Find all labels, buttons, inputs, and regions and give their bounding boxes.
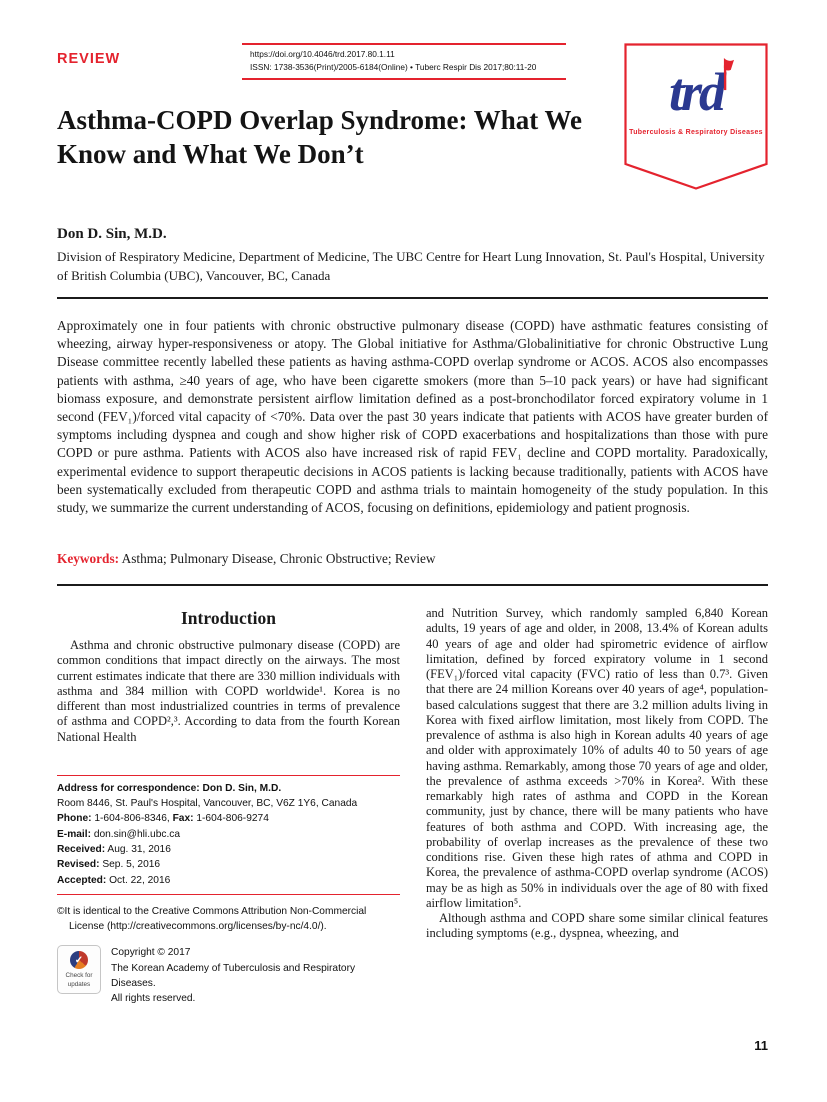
doi-issn-box — [242, 43, 566, 80]
logo-content — [624, 43, 768, 136]
fax-value: 1-604-806-9274 — [196, 813, 269, 825]
accepted-date: Oct. 22, 2016 — [109, 874, 171, 886]
abstract-text: Approximately one in four patients with chronic obstructive pulmonary disease (COPD) have asthmatic features consisting of wheezing, airway hyper-responsiveness or atopy. The Global initiative for Asthma/Globalinitiative for chronic Obstructive Lung Disease committee recently labelled these patients as having asthma-COPD overlap syndrome or ACOS. ACOS also encompasses patients with asthma, ≥40 years of age, who have been cigarette smokers (more than 5–10 pack years) or have had significant biomass exposure, and demonstrate persistent airflow limitation defined as a post-bronchodilator forced expiratory volume in 1 second (FEV₁)/forced vital capacity of <70%. Data over the past 30 years indicate that patients with ACOS have greater burden of symptoms including dyspnea and cough and show higher risk of COPD exacerbations and hospitalizations than those with pure COPD or pure asthma. Patients with ACOS also have increased risk of rapid FEV₁ decline and COPD mortality. Paradoxically, experimental evidence to support therapeutic decisions in ACOS patients is lacking because traditionally, patients with ACOS have been systematically excluded from therapeutic COPD and asthma trials to maintain homogeneity of the study population. In this study, we summarize the current understanding of ACOS, focusing on definitions, epidemiology and patient prognosis. — [57, 318, 768, 516]
crossmark-icon: ✓ — [70, 951, 88, 969]
divider-bottom — [57, 584, 768, 586]
phone-value: 1-604-806-8346, — [94, 813, 170, 825]
revised-line — [57, 857, 400, 872]
copyright-year: Copyright © 2017 — [111, 947, 191, 959]
address-line-2: Room 8446, St. Paul's Hospital, Vancouver, BC, V6Z 1Y6, Canada — [57, 798, 358, 810]
section-heading-introduction: Introduction — [181, 608, 276, 628]
fax-label: Fax: — [172, 813, 194, 825]
received-label: Received: — [57, 843, 106, 855]
email-line — [57, 827, 400, 842]
correspondence-block — [57, 775, 400, 1007]
received-date: Aug. 31, 2016 — [107, 843, 171, 855]
logo-subtitle: Tuberculosis & Respiratory Diseases — [629, 129, 763, 136]
address-line-1 — [57, 781, 400, 796]
divider-top — [57, 297, 768, 299]
doi-link[interactable]: https://doi.org/10.4046/trd.2017.80.1.11 — [250, 49, 395, 59]
phone-label: Phone: — [57, 813, 92, 825]
correspondence-details — [57, 775, 400, 895]
logo-flag-icon — [721, 58, 736, 91]
phone-fax-line — [57, 811, 400, 826]
author-name: Don D. Sin, M.D. — [57, 226, 167, 242]
accepted-label: Accepted: — [57, 874, 107, 886]
revised-date: Sep. 5, 2016 — [102, 859, 161, 871]
license-note: ©It is identical to the Creative Commons Attribution Non-Commercial License (http://creativecommons.org/licenses/by-nc/4.0/). — [57, 905, 367, 933]
accepted-line — [57, 873, 400, 888]
page-number: 11 — [754, 1038, 768, 1053]
byline — [57, 226, 769, 286]
keywords-line — [57, 551, 768, 567]
article-title: Asthma-COPD Overlap Syndrome: What We Know and What We Don’t — [57, 105, 583, 169]
intro-paragraph: Asthma and chronic obstructive pulmonary disease (COPD) are common conditions that impact directly on the airways. The most current estimates indicate that there are 330 million individuals with asthma and 384 million with COPD worldwide¹. Korea is no different than most industrialized countries in terms of prevalence of asthma and COPD²,³. According to data from the fourth Korean National Health — [57, 638, 400, 744]
copyright-text — [111, 945, 400, 1006]
keywords-list: Asthma; Pulmonary Disease, Chronic Obstructive; Review — [121, 551, 436, 566]
address-label: Address for correspondence: — [57, 782, 200, 794]
crossmark-label: Check for updates — [65, 972, 93, 988]
author-affiliation: Division of Respiratory Medicine, Department of Medicine, The UBC Centre for Heart Lung Innovation, St. Paul's Hospital, University of British Columbia (UBC), Vancouver, BC, Canada — [57, 249, 765, 283]
body-paragraph-2: Although asthma and COPD share some similar clinical features including symptoms (e.g., dyspnea, wheezing, and — [426, 911, 768, 941]
corresponding-author: Don D. Sin, M.D. — [202, 782, 282, 794]
article-type-label: REVIEW — [57, 51, 121, 67]
crossmark-badge[interactable] — [57, 945, 101, 993]
received-line — [57, 842, 400, 857]
logo-text: trd — [668, 62, 724, 122]
email-link[interactable]: don.sin@hli.ubc.ca — [93, 828, 181, 840]
body-paragraph-1: and Nutrition Survey, which randomly sampled 6,840 Korean adults, 19 years of age and older, in 2008, 13.4% of Korean adults 40 years of age and older had spirometric evidence of airflow limitation, defined by forced expiratory volume in 1 second (FEV₁)/forced vital capacity (FVC) ratio of less than 0.7³. Given that there are 24 million Koreans over 40 years of age⁴, population-based calculations suggest that there are 3.2 million adults living in Korea with fixed airflow limitation, most likely from COPD. The prevalence of asthma is also high in Korean adults 40 years of age and older with approximately 10% of adults 40 to 50 years of age having asthma. Remarkably, among those 70 years of age and older, the prevalence of asthma exceeds >70% in Korea². With these remarkably high rates of asthma and COPD in the Korean community, just by chance, there will be many patients who have features of both asthma and COPD. With increasing age, the probability of overlap increases as the prevalence of these two conditions rise. Given these high rates of athma and COPD in Korea, the prevalence of asthma-COPD overlap syndrome (ACOS) may be as high as 50% in individuals over the age of 80 with fixed airflow limitation⁵. — [426, 606, 768, 910]
left-column — [57, 608, 400, 1007]
copyright-row — [57, 945, 400, 1006]
right-column — [426, 606, 768, 942]
revised-label: Revised: — [57, 859, 100, 871]
issn-line: ISSN: 1738-3536(Print)/2005-6184(Online) • Tuberc Respir Dis 2017;80:11-20 — [250, 61, 537, 72]
email-label: E-mail: — [57, 828, 91, 840]
copyright-rights: All rights reserved. — [111, 993, 196, 1005]
keywords-label: Keywords: — [57, 551, 120, 566]
copyright-holder: The Korean Academy of Tuberculosis and Respiratory Diseases. — [111, 962, 356, 990]
